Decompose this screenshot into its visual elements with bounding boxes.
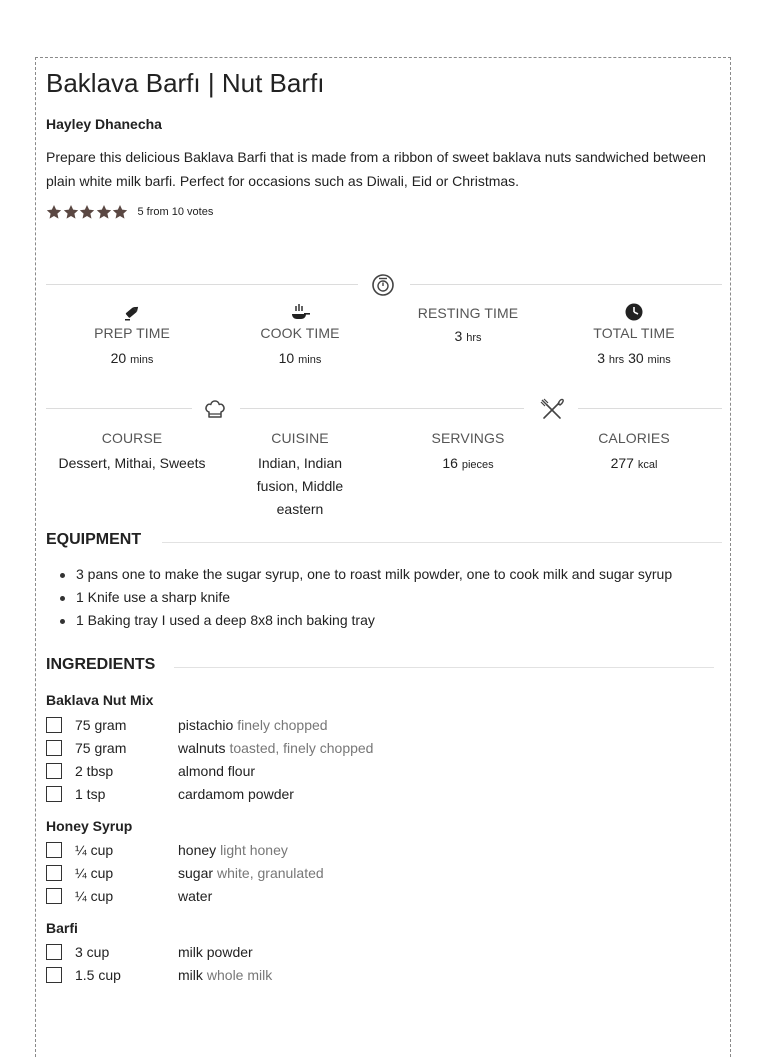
ingredient-checkbox[interactable]	[46, 740, 62, 756]
prep-time-label: PREP TIME	[94, 325, 170, 341]
ingredient-row	[46, 736, 373, 759]
ingredients-heading: INGREDIENTS	[46, 656, 156, 673]
ingredient-row	[46, 782, 294, 805]
calories	[554, 427, 714, 477]
star-icon[interactable]	[63, 204, 79, 220]
course-value: Dessert, Mithai, Sweets	[58, 455, 206, 471]
cuisine	[220, 427, 380, 521]
divider-line	[240, 408, 524, 409]
total-time-unit2: mins	[647, 354, 671, 366]
star-icon[interactable]	[96, 204, 112, 220]
ingredient-note: light honey	[220, 841, 288, 858]
ingredient-amount: ¼ cup	[75, 841, 114, 858]
ingredient-group-title: Baklava Nut Mix	[46, 692, 154, 708]
pencil-icon	[122, 302, 142, 322]
star-icon[interactable]	[112, 204, 128, 220]
servings-unit: pieces	[461, 459, 494, 471]
timer-icon	[368, 270, 398, 300]
calories-value: 277	[610, 455, 634, 471]
cook-time-value: 10	[278, 350, 295, 366]
servings-value[interactable]: 16	[442, 455, 458, 471]
divider-line	[410, 284, 722, 285]
resting-time-unit: hrs	[466, 332, 482, 344]
ingredient-group-title: Honey Syrup	[46, 818, 133, 834]
total-time-unit: hrs	[608, 354, 625, 366]
pan-icon	[289, 302, 311, 322]
ingredient-row	[46, 963, 272, 986]
divider-line	[46, 284, 358, 285]
ingredient-note: whole milk	[206, 966, 273, 983]
ingredient-checkbox[interactable]	[46, 786, 62, 802]
total-time-value2: 30	[628, 350, 644, 366]
ingredient-name: pistachio	[178, 716, 234, 733]
ingredient-note: toasted, finely chopped	[229, 739, 374, 756]
ingredient-amount: 75 gram	[75, 739, 127, 756]
resting-time-value: 3	[454, 328, 463, 344]
equipment-item: 1 Knife use a sharp knife	[56, 586, 672, 609]
star-icon[interactable]	[79, 204, 95, 220]
cuisine-label: CUISINE	[271, 430, 329, 446]
ingredient-row	[46, 838, 288, 861]
ingredient-name: honey	[178, 841, 217, 858]
servings	[388, 427, 548, 477]
prep-time-unit: mins	[130, 354, 154, 366]
equipment-list	[56, 563, 672, 632]
divider-line	[46, 408, 192, 409]
cook-time-label: COOK TIME	[260, 325, 340, 341]
ingredient-checkbox[interactable]	[46, 944, 62, 960]
ingredient-row	[46, 713, 328, 736]
ingredient-row	[46, 759, 255, 782]
ingredient-checkbox[interactable]	[46, 763, 62, 779]
cook-time	[220, 302, 380, 372]
ingredient-name: sugar	[178, 864, 214, 881]
ingredient-amount: 2 tbsp	[75, 762, 114, 779]
utensils-icon	[537, 394, 567, 424]
course	[52, 427, 212, 475]
recipe-author: Hayley Dhanecha	[46, 116, 162, 132]
ingredient-row	[46, 940, 253, 963]
ingredient-amount: ¼ cup	[75, 887, 114, 904]
ingredient-row	[46, 884, 212, 907]
ingredient-name: almond flour	[178, 762, 256, 779]
ingredient-note: white, granulated	[217, 864, 324, 881]
equipment-heading: EQUIPMENT	[46, 531, 142, 548]
ingredient-name: walnuts	[178, 739, 226, 756]
cuisine-value: Indian, Indian fusion, Middle eastern	[256, 455, 344, 517]
ingredient-amount: 1 tsp	[75, 785, 106, 802]
recipe-card	[35, 57, 731, 1057]
ingredient-name: milk powder	[178, 943, 253, 960]
ingredient-amount: 1.5 cup	[75, 966, 121, 983]
total-time	[554, 302, 714, 372]
ingredient-amount: ¼ cup	[75, 864, 114, 881]
ingredient-checkbox[interactable]	[46, 888, 62, 904]
ingredient-name: milk	[178, 966, 203, 983]
clock-icon	[624, 302, 644, 322]
ingredient-row	[46, 861, 324, 884]
total-time-label: TOTAL TIME	[593, 325, 675, 341]
servings-label: SERVINGS	[431, 430, 505, 446]
calories-unit: kcal	[637, 459, 658, 471]
calories-label: CALORIES	[598, 430, 670, 446]
star-icon[interactable]	[46, 204, 62, 220]
chef-hat-icon	[200, 394, 230, 424]
rating[interactable]	[46, 204, 213, 220]
prep-time	[52, 302, 212, 372]
ingredient-checkbox[interactable]	[46, 865, 62, 881]
ingredient-name: cardamom powder	[178, 785, 294, 802]
rating-votes: 5 from 10 votes	[137, 206, 214, 218]
resting-time	[388, 302, 548, 350]
ingredient-checkbox[interactable]	[46, 842, 62, 858]
total-time-value: 3	[597, 350, 606, 366]
ingredient-amount: 75 gram	[75, 716, 127, 733]
ingredient-amount: 3 cup	[75, 943, 110, 960]
recipe-summary: Prepare this delicious Baklava Barfi that is made from a ribbon of sweet baklava nuts sandwiched between plain white milk barfi. Perfect for occasions such as Diwali, Eid or Christmas.	[46, 149, 706, 189]
divider-line	[162, 542, 722, 543]
ingredient-note: finely chopped	[237, 716, 328, 733]
ingredient-group-title: Barfi	[46, 920, 78, 936]
ingredient-checkbox[interactable]	[46, 717, 62, 733]
recipe-title: Baklava Barfı | Nut Barfı	[46, 68, 325, 98]
divider-line	[578, 408, 722, 409]
prep-time-value: 20	[110, 350, 127, 366]
cook-time-unit: mins	[298, 354, 322, 366]
ingredient-checkbox[interactable]	[46, 967, 62, 983]
equipment-item: 1 Baking tray I used a deep 8x8 inch baking tray	[56, 609, 672, 632]
resting-time-label: RESTING TIME	[417, 305, 519, 321]
equipment-item: 3 pans one to make the sugar syrup, one to roast milk powder, one to cook milk and sugar syrup	[56, 563, 672, 586]
ingredient-name: water	[178, 887, 213, 904]
course-label: COURSE	[101, 430, 163, 446]
divider-line	[174, 667, 714, 668]
